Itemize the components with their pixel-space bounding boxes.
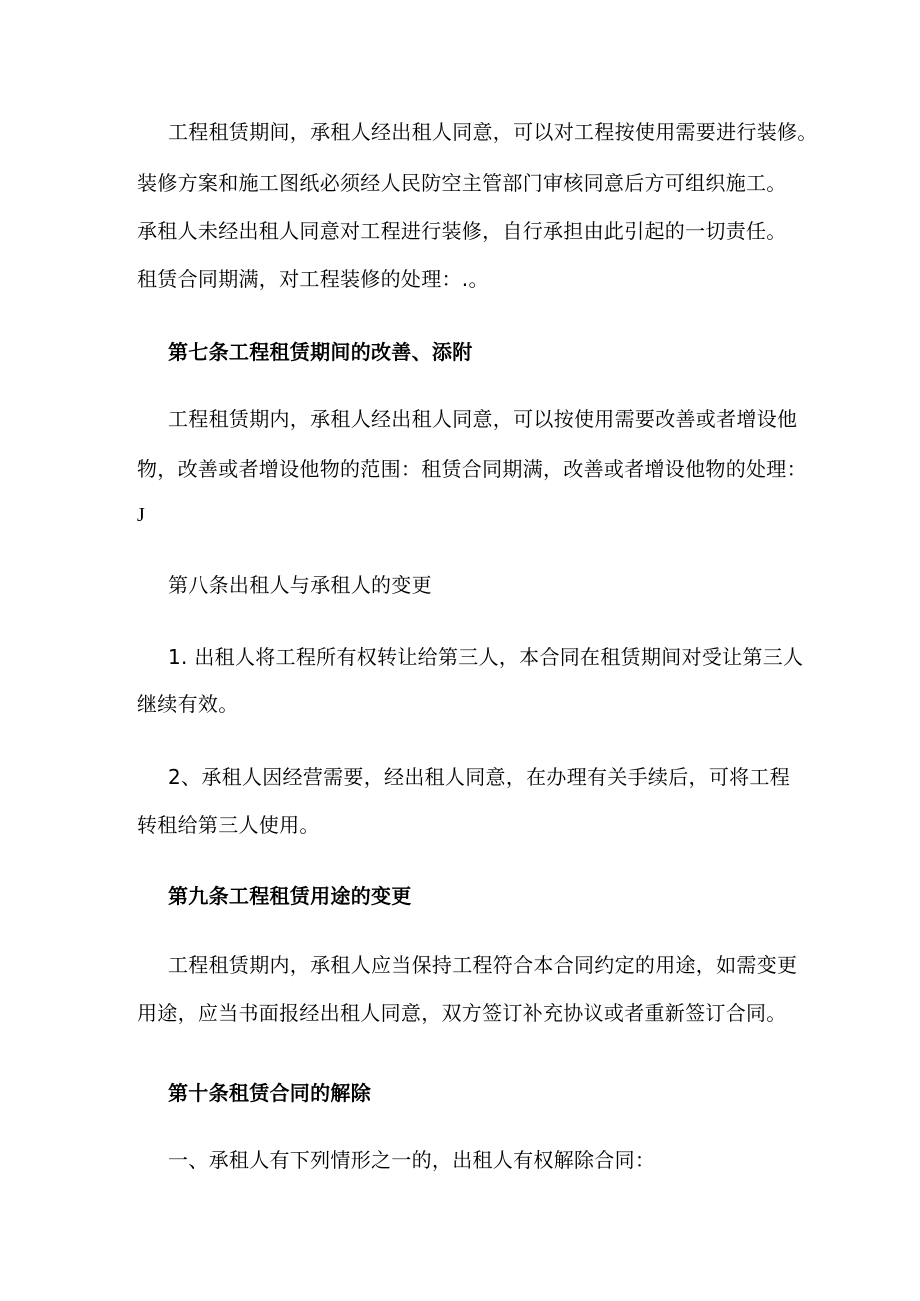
article-7-heading: 第七条工程租赁期间的改善、添附 [168,340,473,364]
article-10-item-1: 一、承租人有下列情形之一的，出租人有权解除合同： [168,1148,656,1172]
paragraph-decoration-line-1: 工程租赁期间，承租人经出租人同意，可以对工程按使用需要进行装修。 [168,120,818,144]
paragraph-decoration-line-3: 承租人未经出租人同意对工程进行装修，自行承担由此引起的一切责任。 [137,219,787,243]
article-8-item-1-line-2: 继续有效。 [137,692,239,716]
paragraph-decoration-line-2: 装修方案和施工图纸必须经人民防空主管部门审核同意后方可组织施工。 [137,171,787,195]
article-7-paragraph-line-3: J [137,504,146,526]
article-9-paragraph-line-1: 工程租赁期内，承租人应当保持工程符合本合同约定的用途，如需变更 [168,953,798,977]
article-8-heading: 第八条出租人与承租人的变更 [168,573,432,597]
article-9-heading: 第九条工程租赁用途的变更 [168,884,412,908]
article-8-item-2-line-2: 转租给第三人使用。 [137,813,320,837]
article-7-paragraph-line-1: 工程租赁期内，承租人经出租人同意，可以按使用需要改善或者增设他 [168,407,798,431]
article-10-heading: 第十条租赁合同的解除 [168,1081,371,1105]
paragraph-decoration-line-4: 租赁合同期满，对工程装修的处理：.。 [137,267,489,291]
article-7-paragraph-line-2: 物，改善或者增设他物的范围：租赁合同期满，改善或者增设他物的处理： [137,457,807,481]
article-9-paragraph-line-2: 用途，应当书面报经出租人同意，双方签订补充协议或者重新签订合同。 [137,1001,787,1025]
article-8-item-2-line-1: 2、承租人因经营需要，经出租人同意，在办理有关手续后，可将工程 [168,765,791,789]
article-8-item-1-line-1: 1. 出租人将工程所有权转让给第三人，本合同在租赁期间对受让第三人 [168,645,804,669]
